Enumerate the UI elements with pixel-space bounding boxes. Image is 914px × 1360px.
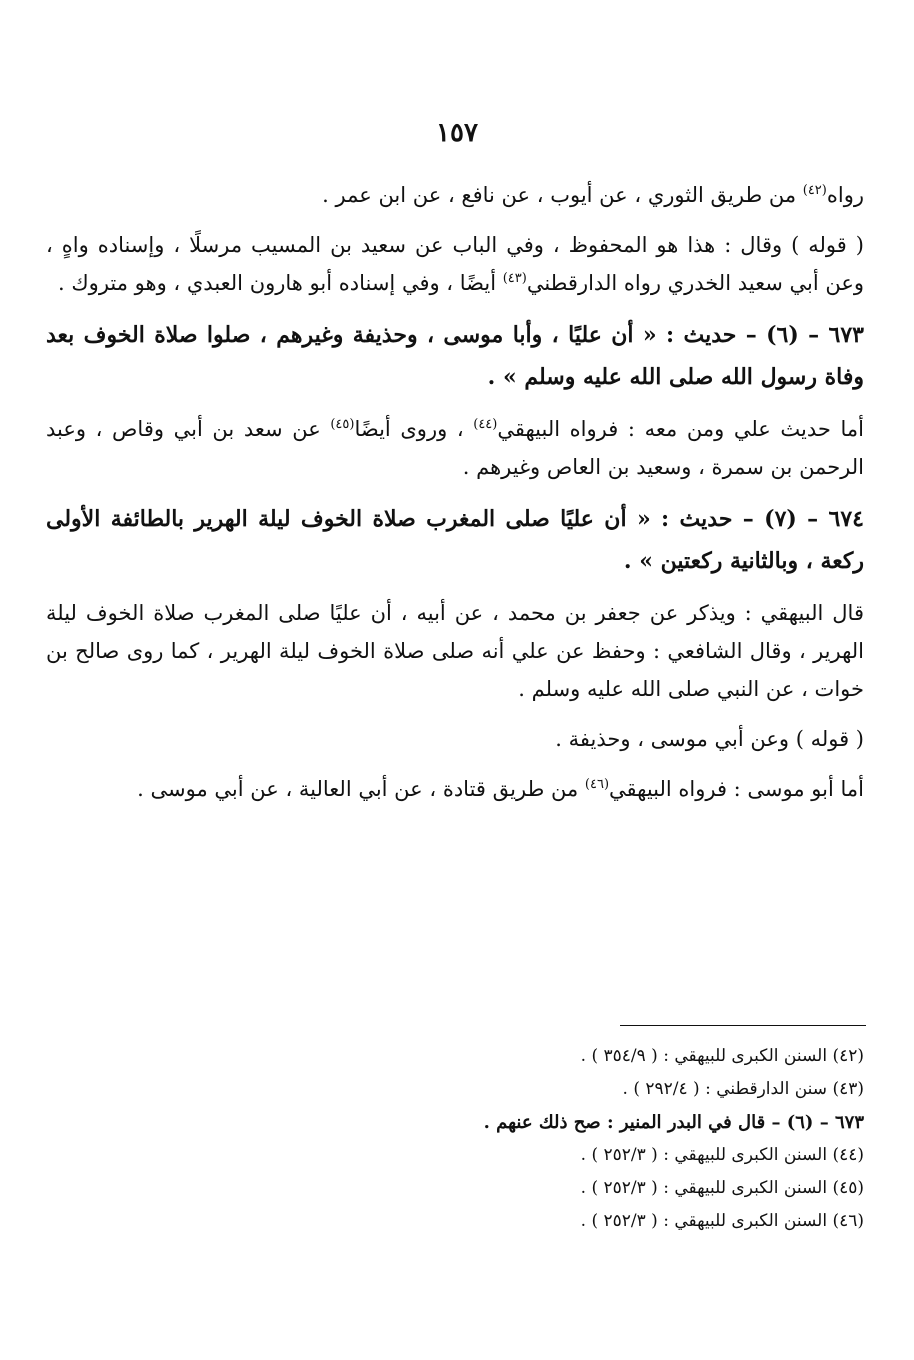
footnote-reference: (٤٦) <box>584 777 610 792</box>
paragraph <box>46 176 864 214</box>
text-run: من طريق الثوري ، عن أيوب ، عن نافع ، عن ابن عمر . <box>322 183 803 207</box>
footnote-reference: (٤٢) <box>802 183 827 198</box>
page-number: ١٥٧ <box>436 118 478 148</box>
text-run: ( قوله ) وقال : هذا هو المحفوظ ، وفي الباب عن سعيد بن المسيب مرسلًا ، وإسناده واهٍ ، وعن أبي سعيد الخدري رواه الدارقطني <box>46 233 864 295</box>
text-run: أما أبو موسى : فرواه البيهقي <box>609 777 864 801</box>
text-run: أما حديث علي ومن معه : فرواه البيهقي <box>497 417 864 441</box>
text-run: عن سعد بن أبي وقاص ، وعبد الرحمن بن سمرة ، وسعيد بن العاص وغيرهم . <box>46 417 864 479</box>
footnote-reference: (٤٣) <box>502 271 527 286</box>
text-run: أيضًا ، وفي إسناده أبو هارون العبدي ، وهو متروك . <box>58 271 503 295</box>
footnote-item: (٤٣) سنن الدارقطني : ( ٢٩٢/٤ ) . <box>622 1079 864 1099</box>
paragraph <box>46 770 864 808</box>
hadith-heading <box>46 314 864 398</box>
text-run: ٦٧٤ – (٧) – حديث : « أن عليًا صلى المغرب صلاة الخوف ليلة الهرير بالطائفة الأولى ركعة ، وبالثانية ركعتين » . <box>46 506 864 574</box>
paragraph <box>46 720 864 758</box>
footnote-item: (٤٥) السنن الكبرى للبيهقي : ( ٢٥٢/٣ ) . <box>580 1178 864 1198</box>
text-run: ٦٧٣ – (٦) – حديث : « أن عليًا ، وأبا موسى ، وحذيفة وغيرهم ، صلوا صلاة الخوف بعد وفاة رسول الله صلى الله عليه وسلم » . <box>46 322 864 390</box>
paragraph <box>46 410 864 486</box>
paragraph <box>46 226 864 302</box>
footnote-reference: (٤٥) <box>330 417 355 432</box>
footnote-item: (٤٤) السنن الكبرى للبيهقي : ( ٢٥٢/٣ ) . <box>580 1145 864 1165</box>
footnote-item: (٤٦) السنن الكبرى للبيهقي : ( ٢٥٢/٣ ) . <box>580 1211 864 1231</box>
hadith-heading <box>46 498 864 582</box>
footnote-divider <box>620 1025 866 1026</box>
paragraph <box>46 594 864 708</box>
footnote-item: ٦٧٣ – (٦) – قال في البدر المنير : صح ذلك عنهم . <box>483 1112 864 1133</box>
text-run: قال البيهقي : ويذكر عن جعفر بن محمد ، عن أبيه ، أن عليًا صلى المغرب صلاة الخوف ليلة الهرير ، وقال الشافعي : وحفظ عن علي أنه صلى صلاة الخوف ليلة الهرير ، كما روى صالح بن خوات ، عن النبي صلى الله عليه وسلم . <box>46 601 864 701</box>
text-run: ، وروى أيضًا <box>354 417 474 441</box>
footnote-reference: (٤٤) <box>473 417 498 432</box>
text-run: ( قوله ) وعن أبي موسى ، وحذيفة . <box>555 727 864 751</box>
main-text <box>46 176 864 820</box>
text-run: من طريق قتادة ، عن أبي العالية ، عن أبي موسى . <box>137 777 585 801</box>
footnote-item: (٤٢) السنن الكبرى للبيهقي : ( ٣٥٤/٩ ) . <box>580 1046 864 1066</box>
footnotes-section <box>46 1040 864 1238</box>
text-run: رواه <box>826 183 864 207</box>
